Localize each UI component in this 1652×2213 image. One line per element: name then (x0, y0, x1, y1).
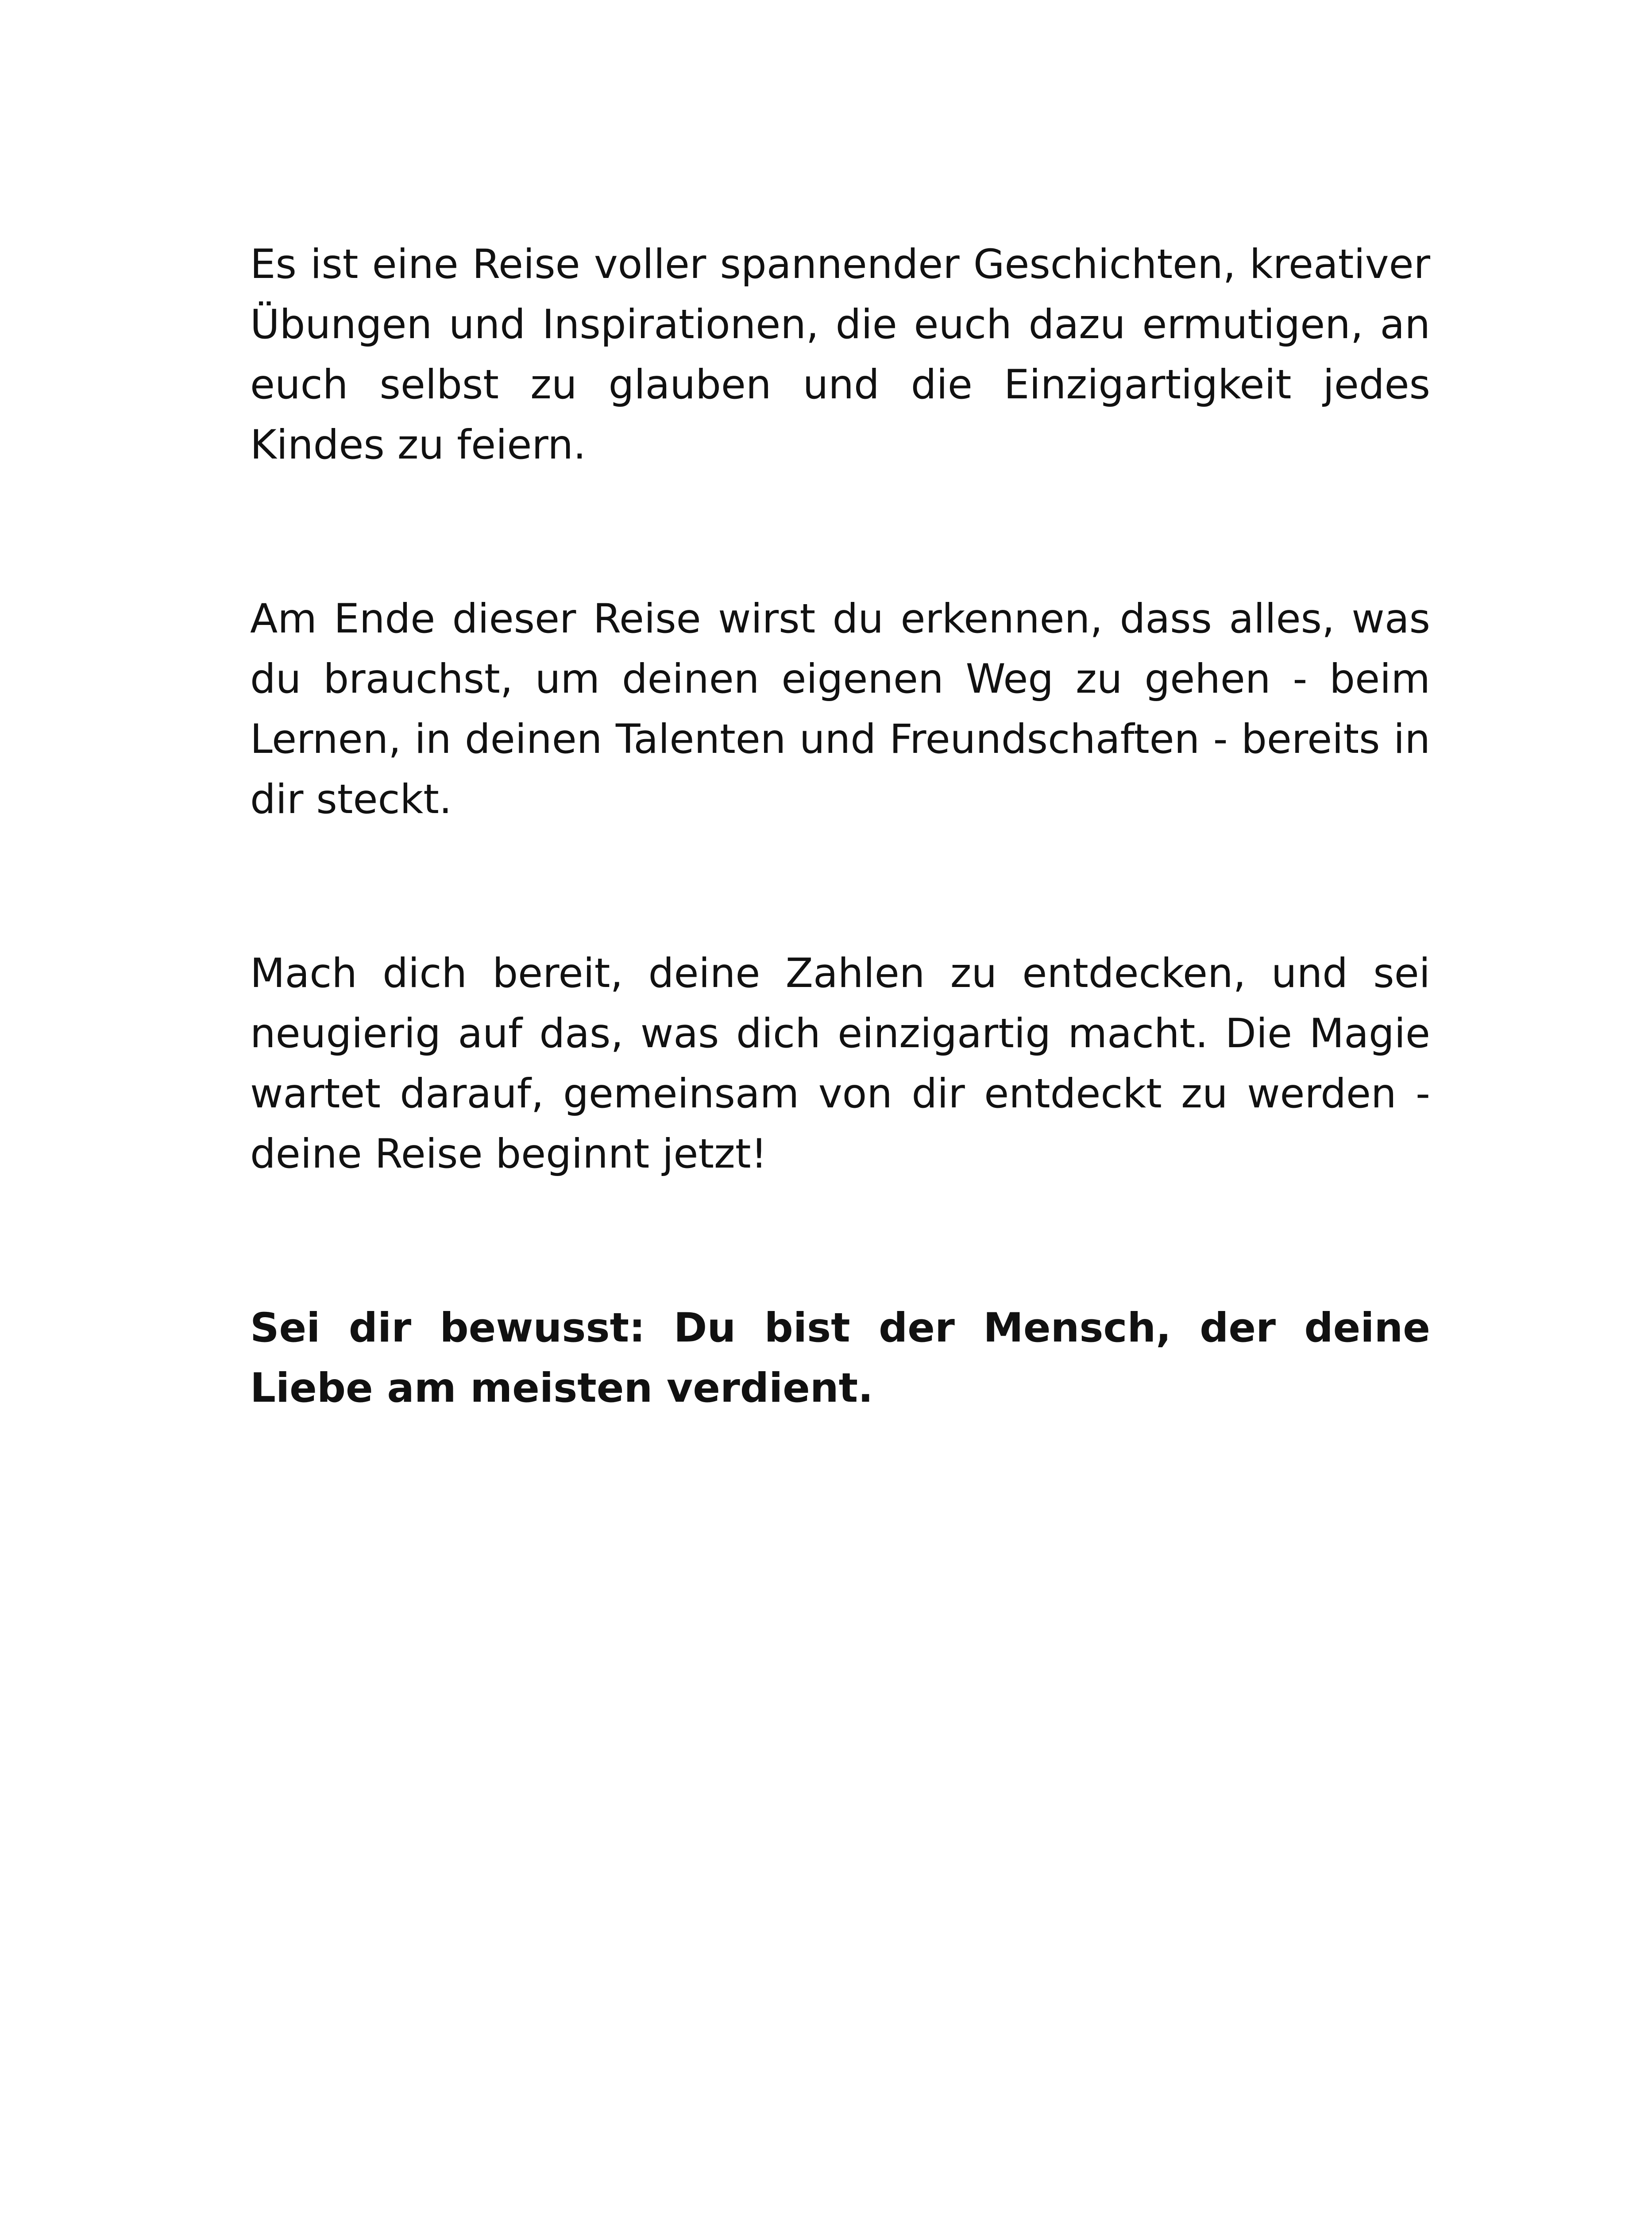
paragraph-end-of-journey: Am Ende dieser Reise wirst du erkennen, dass alles, was du brauchst, um deinen eigenen Weg zu gehen - beim Lernen, in deinen Talenten und Freundschaften - bereits in dir steckt. (250, 596, 1430, 823)
body-text (250, 235, 1430, 1419)
paragraph-journey: Es ist eine Reise voller spannender Geschichten, kreativer Übungen und Inspirationen, die euch dazu ermutigen, an euch selbst zu glauben und die Einzigartigkeit jedes Kindes zu feiern. (250, 241, 1430, 468)
closing-statement: Sei dir bewusst: Du bist der Mensch, der deine Liebe am meisten verdient. (250, 1305, 1430, 1411)
paragraph-get-ready: Mach dich bereit, deine Zahlen zu entdecken, und sei neugierig auf das, was dich einzigartig macht. Die Magie wartet darauf, gemeinsam von dir entdeckt zu werden - deine Reise beginnt jetzt! (250, 950, 1430, 1177)
